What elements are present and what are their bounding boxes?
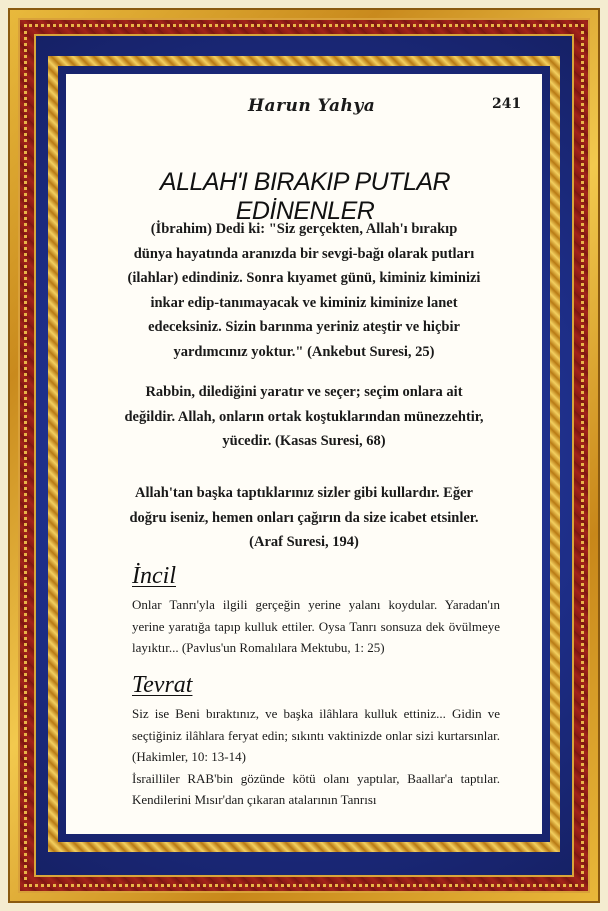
verse-line: yücedir. (Kasas Suresi, 68) <box>222 433 386 449</box>
verse-line: (ilahlar) edindiniz. Sonra kıyamet günü, kiminiz kiminizi <box>127 270 481 286</box>
paragraph: Onlar Tanrı'yla ilgili gerçeğin yerine yalanı koydular. Yaradan'ın yerine yaratığa tapıp kulluk ettiler. Oysa Tanrı sonsuza dek övülmeye layıktır... (Pavlus'un Romalılara Mektubu, 1: 25) <box>132 597 500 655</box>
verse-line: yardımcınız yoktur." (Ankebut Suresi, 25) <box>173 343 435 360</box>
verse-line: Allah'tan başka taptıklarınız sizler gibi kullardır. Eğer <box>135 485 473 501</box>
section-body-incil <box>132 594 500 659</box>
verse-line: inkar edip-tanımayacak ve kiminiz kiminize lanet <box>150 294 458 311</box>
verse-line: (Araf Suresi, 194) <box>249 534 359 550</box>
section-body-tevrat <box>132 703 500 811</box>
verse-line: değildir. Allah, onların ortak koştuklarından münezzehtir, <box>124 408 484 425</box>
verse-block <box>92 481 516 555</box>
verse-line: (İbrahim) Dedi ki: "Siz gerçekten, Allah'ı bırakıp <box>150 221 458 237</box>
page-number: 241 <box>492 96 522 112</box>
verse-block <box>92 217 516 364</box>
section-heading-tevrat: Tevrat <box>132 672 193 698</box>
paragraph: İsrailliler RAB'bin gözünde kötü olanı yaptılar, Baallar'a taptılar. Kendilerini Mısır'dan çıkaran atalarının Tanrısı <box>132 770 500 807</box>
running-header-title: Harun Yahya <box>248 96 376 116</box>
section-heading-incil: İncil <box>132 563 176 589</box>
verse-line: dünya hayatında aranızda bir sevgi-bağı olarak putları <box>133 245 475 262</box>
chapter-title: ALLAH'I BIRAKIP PUTLAR EDİNENLER <box>159 168 451 225</box>
verse-line: edeceksiniz. Sizin barınma yeriniz ateştir ve hiçbir <box>148 319 460 335</box>
verse-line: doğru iseniz, hemen onları çağırın da size icabet etsinler. <box>129 509 479 526</box>
verse-block <box>92 380 516 454</box>
verse-line: Rabbin, dilediğini yaratır ve seçer; seçim onlara ait <box>145 384 463 400</box>
paragraph: Siz ise Beni bıraktınız, ve başka ilâhlara kulluk ettiniz... Gidin ve seçtiğiniz ilâhlara feryat edin; sıkıntı vaktinizde onlar sizi kurtarsınlar. (Hakimler, 10: 13-14) <box>132 706 500 764</box>
